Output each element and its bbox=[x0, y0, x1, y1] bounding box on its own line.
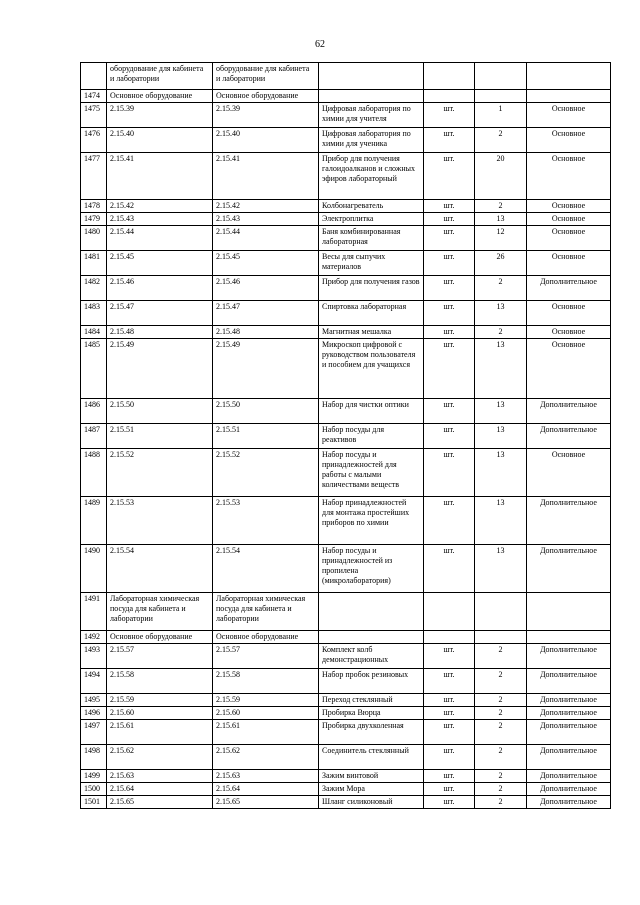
quantity-cell bbox=[475, 63, 527, 90]
equipment-type-cell bbox=[527, 90, 611, 103]
unit-cell: шт. bbox=[424, 770, 475, 783]
row-number-cell: 1483 bbox=[81, 301, 107, 326]
equipment-type-cell: Основное bbox=[527, 226, 611, 251]
row-number-cell bbox=[81, 63, 107, 90]
code-cell: 2.15.42 bbox=[107, 200, 213, 213]
code-cell-secondary: 2.15.57 bbox=[213, 644, 319, 669]
table-row bbox=[81, 669, 611, 694]
equipment-type-cell: Основное bbox=[527, 213, 611, 226]
row-number-cell: 1496 bbox=[81, 707, 107, 720]
unit-cell: шт. bbox=[424, 301, 475, 326]
quantity-cell: 1 bbox=[475, 103, 527, 128]
code-cell-secondary: 2.15.59 bbox=[213, 694, 319, 707]
row-number-cell: 1480 bbox=[81, 226, 107, 251]
unit-cell: шт. bbox=[424, 339, 475, 399]
code-cell: 2.15.59 bbox=[107, 694, 213, 707]
table-row bbox=[81, 449, 611, 497]
quantity-cell: 13 bbox=[475, 399, 527, 424]
quantity-cell bbox=[475, 593, 527, 631]
item-name-cell: Набор посуды и принадлежностей из пропилена (микролаборатория) bbox=[319, 545, 424, 593]
code-cell: 2.15.52 bbox=[107, 449, 213, 497]
equipment-type-cell: Основное bbox=[527, 200, 611, 213]
unit-cell: шт. bbox=[424, 424, 475, 449]
equipment-type-cell: Основное bbox=[527, 339, 611, 399]
quantity-cell: 2 bbox=[475, 128, 527, 153]
table-row bbox=[81, 213, 611, 226]
row-number-cell: 1486 bbox=[81, 399, 107, 424]
equipment-type-cell: Дополнительное bbox=[527, 720, 611, 745]
code-cell: 2.15.64 bbox=[107, 783, 213, 796]
quantity-cell: 2 bbox=[475, 745, 527, 770]
code-cell: 2.15.57 bbox=[107, 644, 213, 669]
item-name-cell: Электроплитка bbox=[319, 213, 424, 226]
unit-cell: шт. bbox=[424, 213, 475, 226]
code-cell: 2.15.51 bbox=[107, 424, 213, 449]
table-row bbox=[81, 251, 611, 276]
equipment-type-cell: Основное bbox=[527, 103, 611, 128]
code-cell: 2.15.41 bbox=[107, 153, 213, 200]
table-row bbox=[81, 200, 611, 213]
code-cell: Лабораторная химическая посуда для кабинета и лаборатории bbox=[107, 593, 213, 631]
code-cell-secondary: 2.15.54 bbox=[213, 545, 319, 593]
code-cell-secondary: Основное оборудование bbox=[213, 631, 319, 644]
equipment-type-cell: Дополнительное bbox=[527, 424, 611, 449]
item-name-cell: Цифровая лаборатория по химии для ученика bbox=[319, 128, 424, 153]
quantity-cell: 2 bbox=[475, 770, 527, 783]
unit-cell: шт. bbox=[424, 497, 475, 545]
code-cell: 2.15.48 bbox=[107, 326, 213, 339]
table-row bbox=[81, 63, 611, 90]
unit-cell: шт. bbox=[424, 745, 475, 770]
code-cell-secondary: 2.15.58 bbox=[213, 669, 319, 694]
item-name-cell bbox=[319, 593, 424, 631]
unit-cell: шт. bbox=[424, 644, 475, 669]
quantity-cell: 2 bbox=[475, 669, 527, 694]
quantity-cell: 2 bbox=[475, 796, 527, 809]
unit-cell: шт. bbox=[424, 128, 475, 153]
code-cell: 2.15.39 bbox=[107, 103, 213, 128]
item-name-cell: Магнитная мешалка bbox=[319, 326, 424, 339]
code-cell-secondary: 2.15.61 bbox=[213, 720, 319, 745]
quantity-cell: 26 bbox=[475, 251, 527, 276]
equipment-type-cell: Дополнительное bbox=[527, 644, 611, 669]
table-row bbox=[81, 326, 611, 339]
code-cell-secondary: Лабораторная химическая посуда для кабинета и лаборатории bbox=[213, 593, 319, 631]
row-number-cell: 1494 bbox=[81, 669, 107, 694]
row-number-cell: 1501 bbox=[81, 796, 107, 809]
row-number-cell: 1498 bbox=[81, 745, 107, 770]
code-cell: 2.15.53 bbox=[107, 497, 213, 545]
code-cell: оборудование для кабинета и лаборатории bbox=[107, 63, 213, 90]
unit-cell bbox=[424, 631, 475, 644]
equipment-type-cell: Дополнительное bbox=[527, 796, 611, 809]
code-cell: 2.15.43 bbox=[107, 213, 213, 226]
table-row bbox=[81, 103, 611, 128]
row-number-cell: 1493 bbox=[81, 644, 107, 669]
unit-cell bbox=[424, 63, 475, 90]
code-cell: 2.15.46 bbox=[107, 276, 213, 301]
item-name-cell: Баня комбинированная лабораторная bbox=[319, 226, 424, 251]
code-cell-secondary: 2.15.48 bbox=[213, 326, 319, 339]
row-number-cell: 1487 bbox=[81, 424, 107, 449]
table-row bbox=[81, 226, 611, 251]
item-name-cell: Пробирка Вюрца bbox=[319, 707, 424, 720]
code-cell-secondary: 2.15.52 bbox=[213, 449, 319, 497]
equipment-type-cell: Основное bbox=[527, 128, 611, 153]
table-row bbox=[81, 153, 611, 200]
quantity-cell: 13 bbox=[475, 301, 527, 326]
code-cell-secondary: 2.15.43 bbox=[213, 213, 319, 226]
table-row bbox=[81, 644, 611, 669]
quantity-cell: 2 bbox=[475, 326, 527, 339]
item-name-cell: Прибор для получения галоидоалканов и сложных эфиров лабораторный bbox=[319, 153, 424, 200]
code-cell-secondary: 2.15.46 bbox=[213, 276, 319, 301]
row-number-cell: 1495 bbox=[81, 694, 107, 707]
code-cell-secondary: 2.15.50 bbox=[213, 399, 319, 424]
unit-cell: шт. bbox=[424, 707, 475, 720]
unit-cell: шт. bbox=[424, 276, 475, 301]
item-name-cell: Шланг силиконовый bbox=[319, 796, 424, 809]
item-name-cell: Колбонагреватель bbox=[319, 200, 424, 213]
quantity-cell: 12 bbox=[475, 226, 527, 251]
code-cell-secondary: 2.15.40 bbox=[213, 128, 319, 153]
item-name-cell: Комплект колб демонстрационных bbox=[319, 644, 424, 669]
unit-cell: шт. bbox=[424, 226, 475, 251]
row-number-cell: 1476 bbox=[81, 128, 107, 153]
code-cell: 2.15.61 bbox=[107, 720, 213, 745]
quantity-cell: 20 bbox=[475, 153, 527, 200]
equipment-type-cell: Основное bbox=[527, 449, 611, 497]
code-cell: Основное оборудование bbox=[107, 90, 213, 103]
table-row bbox=[81, 745, 611, 770]
item-name-cell: Весы для сыпучих материалов bbox=[319, 251, 424, 276]
table-row bbox=[81, 128, 611, 153]
code-cell-secondary: 2.15.45 bbox=[213, 251, 319, 276]
unit-cell: шт. bbox=[424, 449, 475, 497]
code-cell-secondary: 2.15.62 bbox=[213, 745, 319, 770]
code-cell: 2.15.49 bbox=[107, 339, 213, 399]
unit-cell: шт. bbox=[424, 669, 475, 694]
equipment-type-cell: Дополнительное bbox=[527, 669, 611, 694]
item-name-cell: Набор для чистки оптики bbox=[319, 399, 424, 424]
quantity-cell: 13 bbox=[475, 213, 527, 226]
quantity-cell: 2 bbox=[475, 644, 527, 669]
equipment-type-cell: Дополнительное bbox=[527, 545, 611, 593]
item-name-cell: Пробирка двухколенная bbox=[319, 720, 424, 745]
code-cell-secondary: 2.15.65 bbox=[213, 796, 319, 809]
code-cell: 2.15.50 bbox=[107, 399, 213, 424]
code-cell-secondary: 2.15.41 bbox=[213, 153, 319, 200]
item-name-cell bbox=[319, 63, 424, 90]
equipment-type-cell: Дополнительное bbox=[527, 497, 611, 545]
item-name-cell: Переход стеклянный bbox=[319, 694, 424, 707]
code-cell: 2.15.47 bbox=[107, 301, 213, 326]
equipment-type-cell bbox=[527, 63, 611, 90]
item-name-cell: Набор посуды для реактивов bbox=[319, 424, 424, 449]
item-name-cell: Соединитель стеклянный bbox=[319, 745, 424, 770]
row-number-cell: 1477 bbox=[81, 153, 107, 200]
equipment-type-cell: Дополнительное bbox=[527, 770, 611, 783]
quantity-cell: 2 bbox=[475, 694, 527, 707]
item-name-cell: Набор пробок резиновых bbox=[319, 669, 424, 694]
code-cell: 2.15.58 bbox=[107, 669, 213, 694]
row-number-cell: 1491 bbox=[81, 593, 107, 631]
quantity-cell: 2 bbox=[475, 200, 527, 213]
table-row bbox=[81, 694, 611, 707]
code-cell: 2.15.44 bbox=[107, 226, 213, 251]
unit-cell: шт. bbox=[424, 399, 475, 424]
row-number-cell: 1482 bbox=[81, 276, 107, 301]
code-cell-secondary: 2.15.44 bbox=[213, 226, 319, 251]
row-number-cell: 1489 bbox=[81, 497, 107, 545]
table-body bbox=[81, 63, 611, 809]
code-cell-secondary: оборудование для кабинета и лаборатории bbox=[213, 63, 319, 90]
quantity-cell: 2 bbox=[475, 720, 527, 745]
table-row bbox=[81, 497, 611, 545]
table-row bbox=[81, 424, 611, 449]
item-name-cell: Цифровая лаборатория по химии для учителя bbox=[319, 103, 424, 128]
equipment-type-cell: Дополнительное bbox=[527, 276, 611, 301]
code-cell-secondary: 2.15.49 bbox=[213, 339, 319, 399]
item-name-cell: Зажим Мора bbox=[319, 783, 424, 796]
row-number-cell: 1492 bbox=[81, 631, 107, 644]
row-number-cell: 1485 bbox=[81, 339, 107, 399]
table-row bbox=[81, 276, 611, 301]
equipment-type-cell: Основное bbox=[527, 326, 611, 339]
quantity-cell bbox=[475, 631, 527, 644]
equipment-type-cell: Основное bbox=[527, 301, 611, 326]
row-number-cell: 1474 bbox=[81, 90, 107, 103]
table-row bbox=[81, 707, 611, 720]
table-row bbox=[81, 339, 611, 399]
quantity-cell: 13 bbox=[475, 339, 527, 399]
row-number-cell: 1497 bbox=[81, 720, 107, 745]
row-number-cell: 1490 bbox=[81, 545, 107, 593]
equipment-type-cell: Дополнительное bbox=[527, 399, 611, 424]
unit-cell: шт. bbox=[424, 103, 475, 128]
code-cell-secondary: 2.15.60 bbox=[213, 707, 319, 720]
unit-cell bbox=[424, 593, 475, 631]
quantity-cell: 13 bbox=[475, 497, 527, 545]
code-cell-secondary: 2.15.47 bbox=[213, 301, 319, 326]
item-name-cell: Микроскоп цифровой с руководством пользователя и пособием для учащихся bbox=[319, 339, 424, 399]
equipment-type-cell: Дополнительное bbox=[527, 694, 611, 707]
table-row bbox=[81, 399, 611, 424]
code-cell-secondary: 2.15.39 bbox=[213, 103, 319, 128]
row-number-cell: 1481 bbox=[81, 251, 107, 276]
item-name-cell: Набор принадлежностей для монтажа простейших приборов по химии bbox=[319, 497, 424, 545]
table-row bbox=[81, 90, 611, 103]
code-cell-secondary: Основное оборудование bbox=[213, 90, 319, 103]
unit-cell: шт. bbox=[424, 694, 475, 707]
unit-cell: шт. bbox=[424, 251, 475, 276]
row-number-cell: 1484 bbox=[81, 326, 107, 339]
equipment-type-cell bbox=[527, 631, 611, 644]
equipment-type-cell: Дополнительное bbox=[527, 745, 611, 770]
code-cell: 2.15.45 bbox=[107, 251, 213, 276]
quantity-cell: 2 bbox=[475, 783, 527, 796]
table-row bbox=[81, 301, 611, 326]
row-number-cell: 1488 bbox=[81, 449, 107, 497]
code-cell: 2.15.65 bbox=[107, 796, 213, 809]
table-row bbox=[81, 770, 611, 783]
equipment-type-cell: Основное bbox=[527, 153, 611, 200]
table-row bbox=[81, 720, 611, 745]
code-cell-secondary: 2.15.53 bbox=[213, 497, 319, 545]
table-row bbox=[81, 796, 611, 809]
quantity-cell bbox=[475, 90, 527, 103]
unit-cell: шт. bbox=[424, 326, 475, 339]
code-cell: 2.15.40 bbox=[107, 128, 213, 153]
equipment-table bbox=[80, 62, 611, 809]
row-number-cell: 1478 bbox=[81, 200, 107, 213]
quantity-cell: 13 bbox=[475, 424, 527, 449]
table-row bbox=[81, 783, 611, 796]
equipment-type-cell bbox=[527, 593, 611, 631]
item-name-cell: Зажим винтовой bbox=[319, 770, 424, 783]
code-cell-secondary: 2.15.51 bbox=[213, 424, 319, 449]
item-name-cell: Набор посуды и принадлежностей для работы с малыми количествами веществ bbox=[319, 449, 424, 497]
item-name-cell bbox=[319, 631, 424, 644]
table-row bbox=[81, 545, 611, 593]
equipment-type-cell: Дополнительное bbox=[527, 783, 611, 796]
code-cell: 2.15.60 bbox=[107, 707, 213, 720]
code-cell-secondary: 2.15.42 bbox=[213, 200, 319, 213]
unit-cell: шт. bbox=[424, 783, 475, 796]
row-number-cell: 1499 bbox=[81, 770, 107, 783]
unit-cell: шт. bbox=[424, 200, 475, 213]
code-cell: 2.15.62 bbox=[107, 745, 213, 770]
equipment-type-cell: Основное bbox=[527, 251, 611, 276]
row-number-cell: 1500 bbox=[81, 783, 107, 796]
quantity-cell: 13 bbox=[475, 449, 527, 497]
unit-cell bbox=[424, 90, 475, 103]
table-row bbox=[81, 631, 611, 644]
code-cell: Основное оборудование bbox=[107, 631, 213, 644]
unit-cell: шт. bbox=[424, 545, 475, 593]
quantity-cell: 2 bbox=[475, 276, 527, 301]
quantity-cell: 2 bbox=[475, 707, 527, 720]
row-number-cell: 1475 bbox=[81, 103, 107, 128]
code-cell: 2.15.54 bbox=[107, 545, 213, 593]
code-cell-secondary: 2.15.63 bbox=[213, 770, 319, 783]
equipment-type-cell: Дополнительное bbox=[527, 707, 611, 720]
unit-cell: шт. bbox=[424, 153, 475, 200]
item-name-cell: Прибор для получения газов bbox=[319, 276, 424, 301]
code-cell: 2.15.63 bbox=[107, 770, 213, 783]
quantity-cell: 13 bbox=[475, 545, 527, 593]
unit-cell: шт. bbox=[424, 720, 475, 745]
code-cell-secondary: 2.15.64 bbox=[213, 783, 319, 796]
table-row bbox=[81, 593, 611, 631]
item-name-cell bbox=[319, 90, 424, 103]
row-number-cell: 1479 bbox=[81, 213, 107, 226]
unit-cell: шт. bbox=[424, 796, 475, 809]
page-number: 62 bbox=[315, 39, 325, 50]
item-name-cell: Спиртовка лабораторная bbox=[319, 301, 424, 326]
